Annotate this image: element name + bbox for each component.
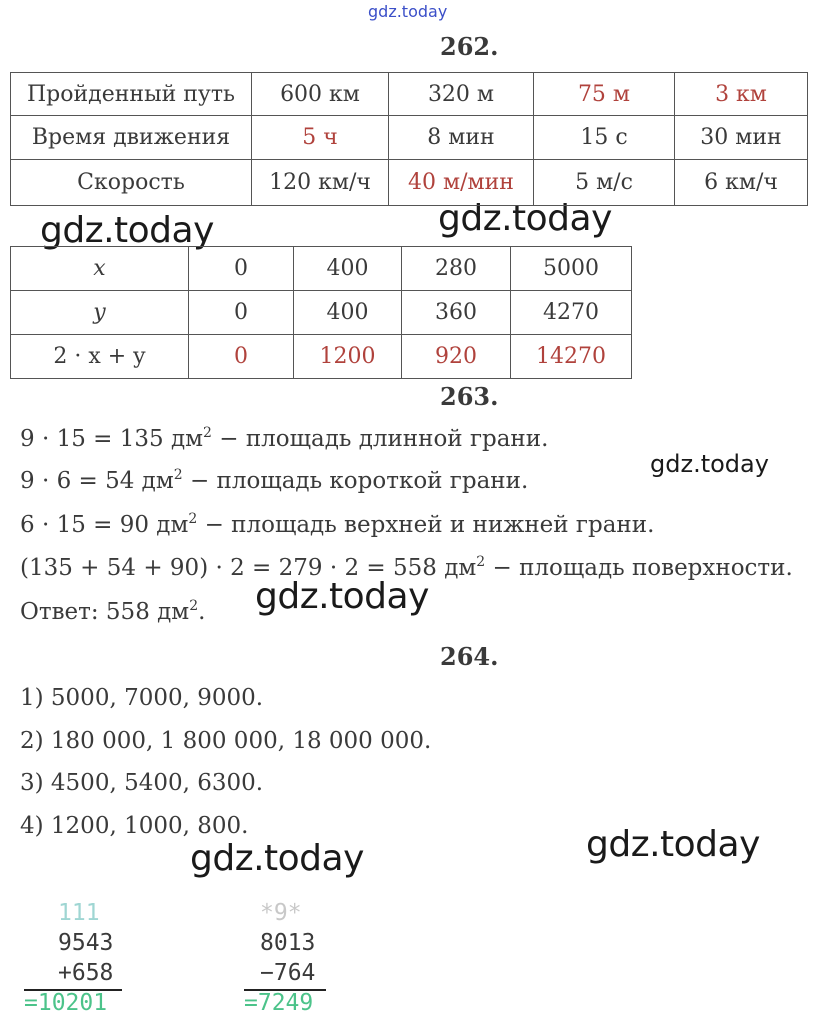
table-cell: 120 км/ч <box>252 160 389 206</box>
table-cell: 8 мин <box>389 116 534 160</box>
table-cell: 1200 <box>294 335 402 379</box>
table-cell: 3 км <box>675 73 808 116</box>
table-cell: 280 <box>402 247 511 291</box>
problem-number-262: 262. <box>440 32 499 61</box>
addend-top: 9543 <box>58 930 114 956</box>
table-row <box>11 116 808 160</box>
row-label: x <box>11 247 189 291</box>
problem-number-264: 264. <box>440 642 499 671</box>
solution-line: 9 · 6 = 54 $дм^2$ − площадь короткой грани. <box>20 467 529 494</box>
answer-line: Ответ: 558 $дм^2$. <box>20 598 206 625</box>
carry-digits: 111 <box>58 900 100 926</box>
table-row <box>11 160 808 206</box>
table-cell: 400 <box>294 247 402 291</box>
addend-bottom: +658 <box>58 960 114 986</box>
table-row <box>11 335 632 379</box>
solution-line: (135 + 54 + 90) · 2 = 279 · 2 = 558 $дм^2$ − площадь поверхности. <box>20 554 793 581</box>
table-cell: 30 мин <box>675 116 808 160</box>
answer-item: 2) 180 000, 1 800 000, 18 000 000. <box>20 728 432 754</box>
table-row <box>11 291 632 335</box>
minuend: 8013 <box>260 930 316 956</box>
watermark: gdz.today <box>438 198 612 239</box>
solution-line: 9 · 15 = 135 $дм^2$ − площадь длинной грани. <box>20 425 549 452</box>
row-label: 2 · x + y <box>11 335 189 379</box>
answer-item: 1) 5000, 7000, 9000. <box>20 685 264 711</box>
table-cell: 14270 <box>511 335 632 379</box>
row-label: Пройденный путь <box>11 73 252 116</box>
difference-result: =7249 <box>244 990 314 1016</box>
table-cell: 5 м/с <box>534 160 675 206</box>
row-label: y <box>11 291 189 335</box>
borrow-marks: *9* <box>260 900 302 926</box>
table-cell: 6 км/ч <box>675 160 808 206</box>
sum-result: =10201 <box>24 990 108 1016</box>
table-cell: 15 с <box>534 116 675 160</box>
solution-line: 6 · 15 = 90 $дм^2$ − площадь верхней и нижней грани. <box>20 511 655 538</box>
table-cell: 400 <box>294 291 402 335</box>
expression-table <box>10 246 632 379</box>
answer-item: 4) 1200, 1000, 800. <box>20 813 249 839</box>
motion-table <box>10 72 808 206</box>
table-row <box>11 247 632 291</box>
watermark: gdz.today <box>40 210 214 251</box>
table-cell: 4270 <box>511 291 632 335</box>
row-label: Скорость <box>11 160 252 206</box>
table-row <box>11 73 808 116</box>
table-cell: 40 м/мин <box>389 160 534 206</box>
table-cell: 5 ч <box>252 116 389 160</box>
problem-number-263: 263. <box>440 382 499 411</box>
table-cell: 75 м <box>534 73 675 116</box>
watermark: gdz.today <box>190 838 364 879</box>
table-cell: 320 м <box>389 73 534 116</box>
table-cell: 0 <box>189 291 294 335</box>
table-cell: 600 км <box>252 73 389 116</box>
table-cell: 360 <box>402 291 511 335</box>
answer-item: 3) 4500, 5400, 6300. <box>20 770 264 796</box>
watermark: gdz.today <box>586 824 760 865</box>
subtrahend: −764 <box>260 960 316 986</box>
watermark: gdz.today <box>650 450 769 478</box>
watermark: gdz.today <box>255 576 429 617</box>
table-cell: 5000 <box>511 247 632 291</box>
table-cell: 920 <box>402 335 511 379</box>
watermark-top: gdz.today <box>368 2 448 21</box>
row-label: Время движения <box>11 116 252 160</box>
table-cell: 0 <box>189 247 294 291</box>
table-cell: 0 <box>189 335 294 379</box>
